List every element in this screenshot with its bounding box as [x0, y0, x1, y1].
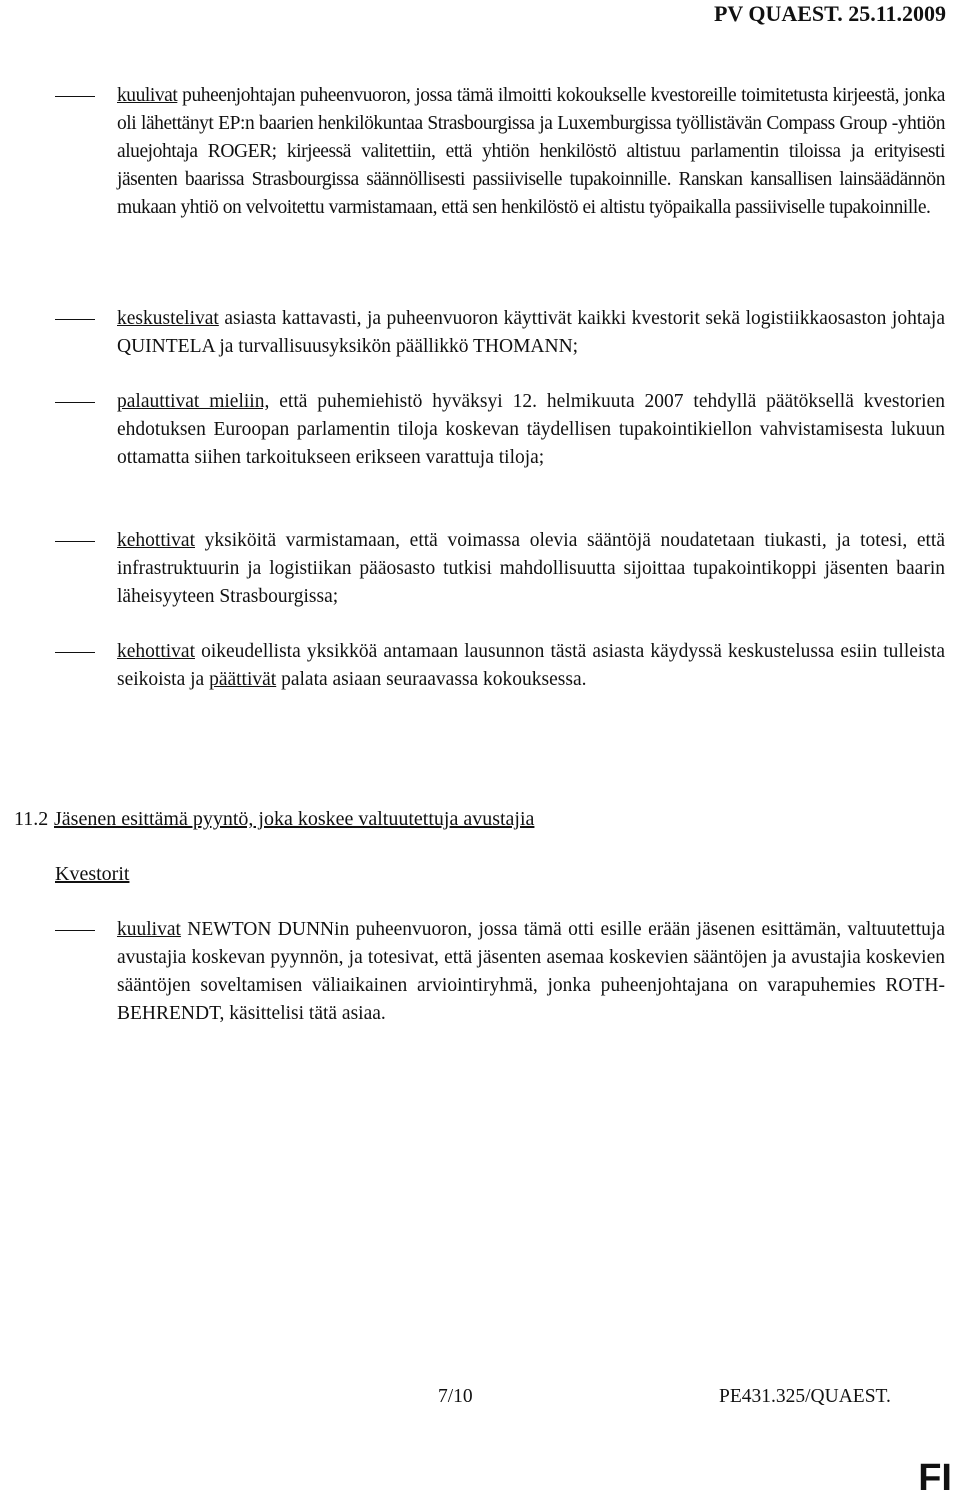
item-verb-secondary: päättivät — [209, 669, 277, 690]
item-verb: keskustelivat — [117, 308, 219, 329]
document-reference-header: PV QUAEST. 25.11.2009 — [713, 1, 946, 26]
section-subheading: Kvestorit — [55, 863, 130, 885]
item-verb: kehottivat — [117, 641, 195, 662]
item-paragraph — [117, 82, 945, 222]
item-verb: kehottivat — [117, 530, 195, 551]
item-text: oikeudellista yksikköä antamaan lausunnon tästä asiasta käydyssä keskustelussa esiin tulleista seikoista ja — [117, 641, 945, 690]
page-number: 7/10 — [438, 1386, 473, 1407]
item-paragraph — [117, 305, 945, 361]
section-title: Jäsenen esittämä pyyntö, joka koskee valtuutettuja avustajia — [54, 808, 535, 830]
item-text: asiasta kattavasti, ja puheenvuoron käyttivät kaikki kvestorit sekä logistiikkaosaston johtaja QUINTELA ja turvallisuusyksikön päällikkö THOMANN; — [117, 308, 945, 357]
item-text-secondary: palata asiaan seuraavassa kokouksessa. — [276, 669, 587, 690]
section-heading — [14, 805, 534, 833]
item-paragraph — [117, 916, 945, 1028]
dash-bullet — [55, 541, 95, 542]
item-verb: kuulivat — [117, 85, 178, 106]
dash-bullet — [55, 319, 95, 320]
item-verb: palauttivat mieliin, — [117, 391, 270, 412]
item-paragraph — [117, 527, 945, 611]
dash-bullet — [55, 652, 95, 653]
item-text: että puhemiehistö hyväksyi 12. helmikuuta 2007 tehdyllä päätöksellä kvestorien ehdotuksen Euroopan parlamentin tiloja koskevan täydellisen tupakointikiellon vahvistamisesta lukuun ottamatta siihen tarkoitukseen erikseen varattuja tiloja; — [117, 391, 945, 468]
item-paragraph — [117, 388, 945, 472]
dash-bullet — [55, 96, 95, 97]
footer-document-reference: PE431.325/QUAEST. — [719, 1386, 891, 1407]
item-text: NEWTON DUNNin puheenvuoron, jossa tämä otti esille erään jäsenen esittämän, valtuutettuja avustajia koskevan pyynnön, ja totesivat, että jäsenten asemaa koskevien sääntöjen ja avustajia koskevien sääntöjen soveltamisen väliaikainen arviointiryhmä, jonka puheenjohtajana on varapuhemies ROTH-BEHRENDT, käsittelisi tätä asiaa. — [117, 919, 945, 1024]
item-paragraph — [117, 638, 945, 694]
item-text: yksiköitä varmistamaan, että voimassa olevia sääntöjä noudatetaan tiukasti, ja totesi, että infrastruktuurin ja logistiikan pääosasto tutkisi mahdollisuutta sijoittaa tupakointikoppi jäsenten baarin läheisyyteen Strasbourgissa; — [117, 530, 945, 607]
item-verb: kuulivat — [117, 919, 181, 940]
item-text: puheenjohtajan puheenvuoron, jossa tämä ilmoitti kokoukselle kvestoreille toimitetusta kirjeestä, jonka oli lähettänyt EP:n baarien henkilökuntaa Strasbourgissa ja Luxemburgissa työllistävän Compass Group -yhtiön aluejohtaja ROGER; kirjeessä valitettiin, että yhtiön henkilöstö altistuu parlamentin tiloissa ja erityisesti jäsenten baarissa Strasbourgissa säännöllisesti passiiviselle tupakoinnille. Ranskan kansallisen lainsäädännön mukaan yhtiö on velvoitettu varmistamaan, että sen henkilöstö ei altistu työpaikalla passiiviselle tupakoinnille. — [117, 85, 945, 218]
dash-bullet — [55, 930, 95, 931]
language-code: FI — [918, 1457, 952, 1499]
dash-bullet — [55, 402, 95, 403]
section-number: 11.2 — [14, 808, 49, 830]
